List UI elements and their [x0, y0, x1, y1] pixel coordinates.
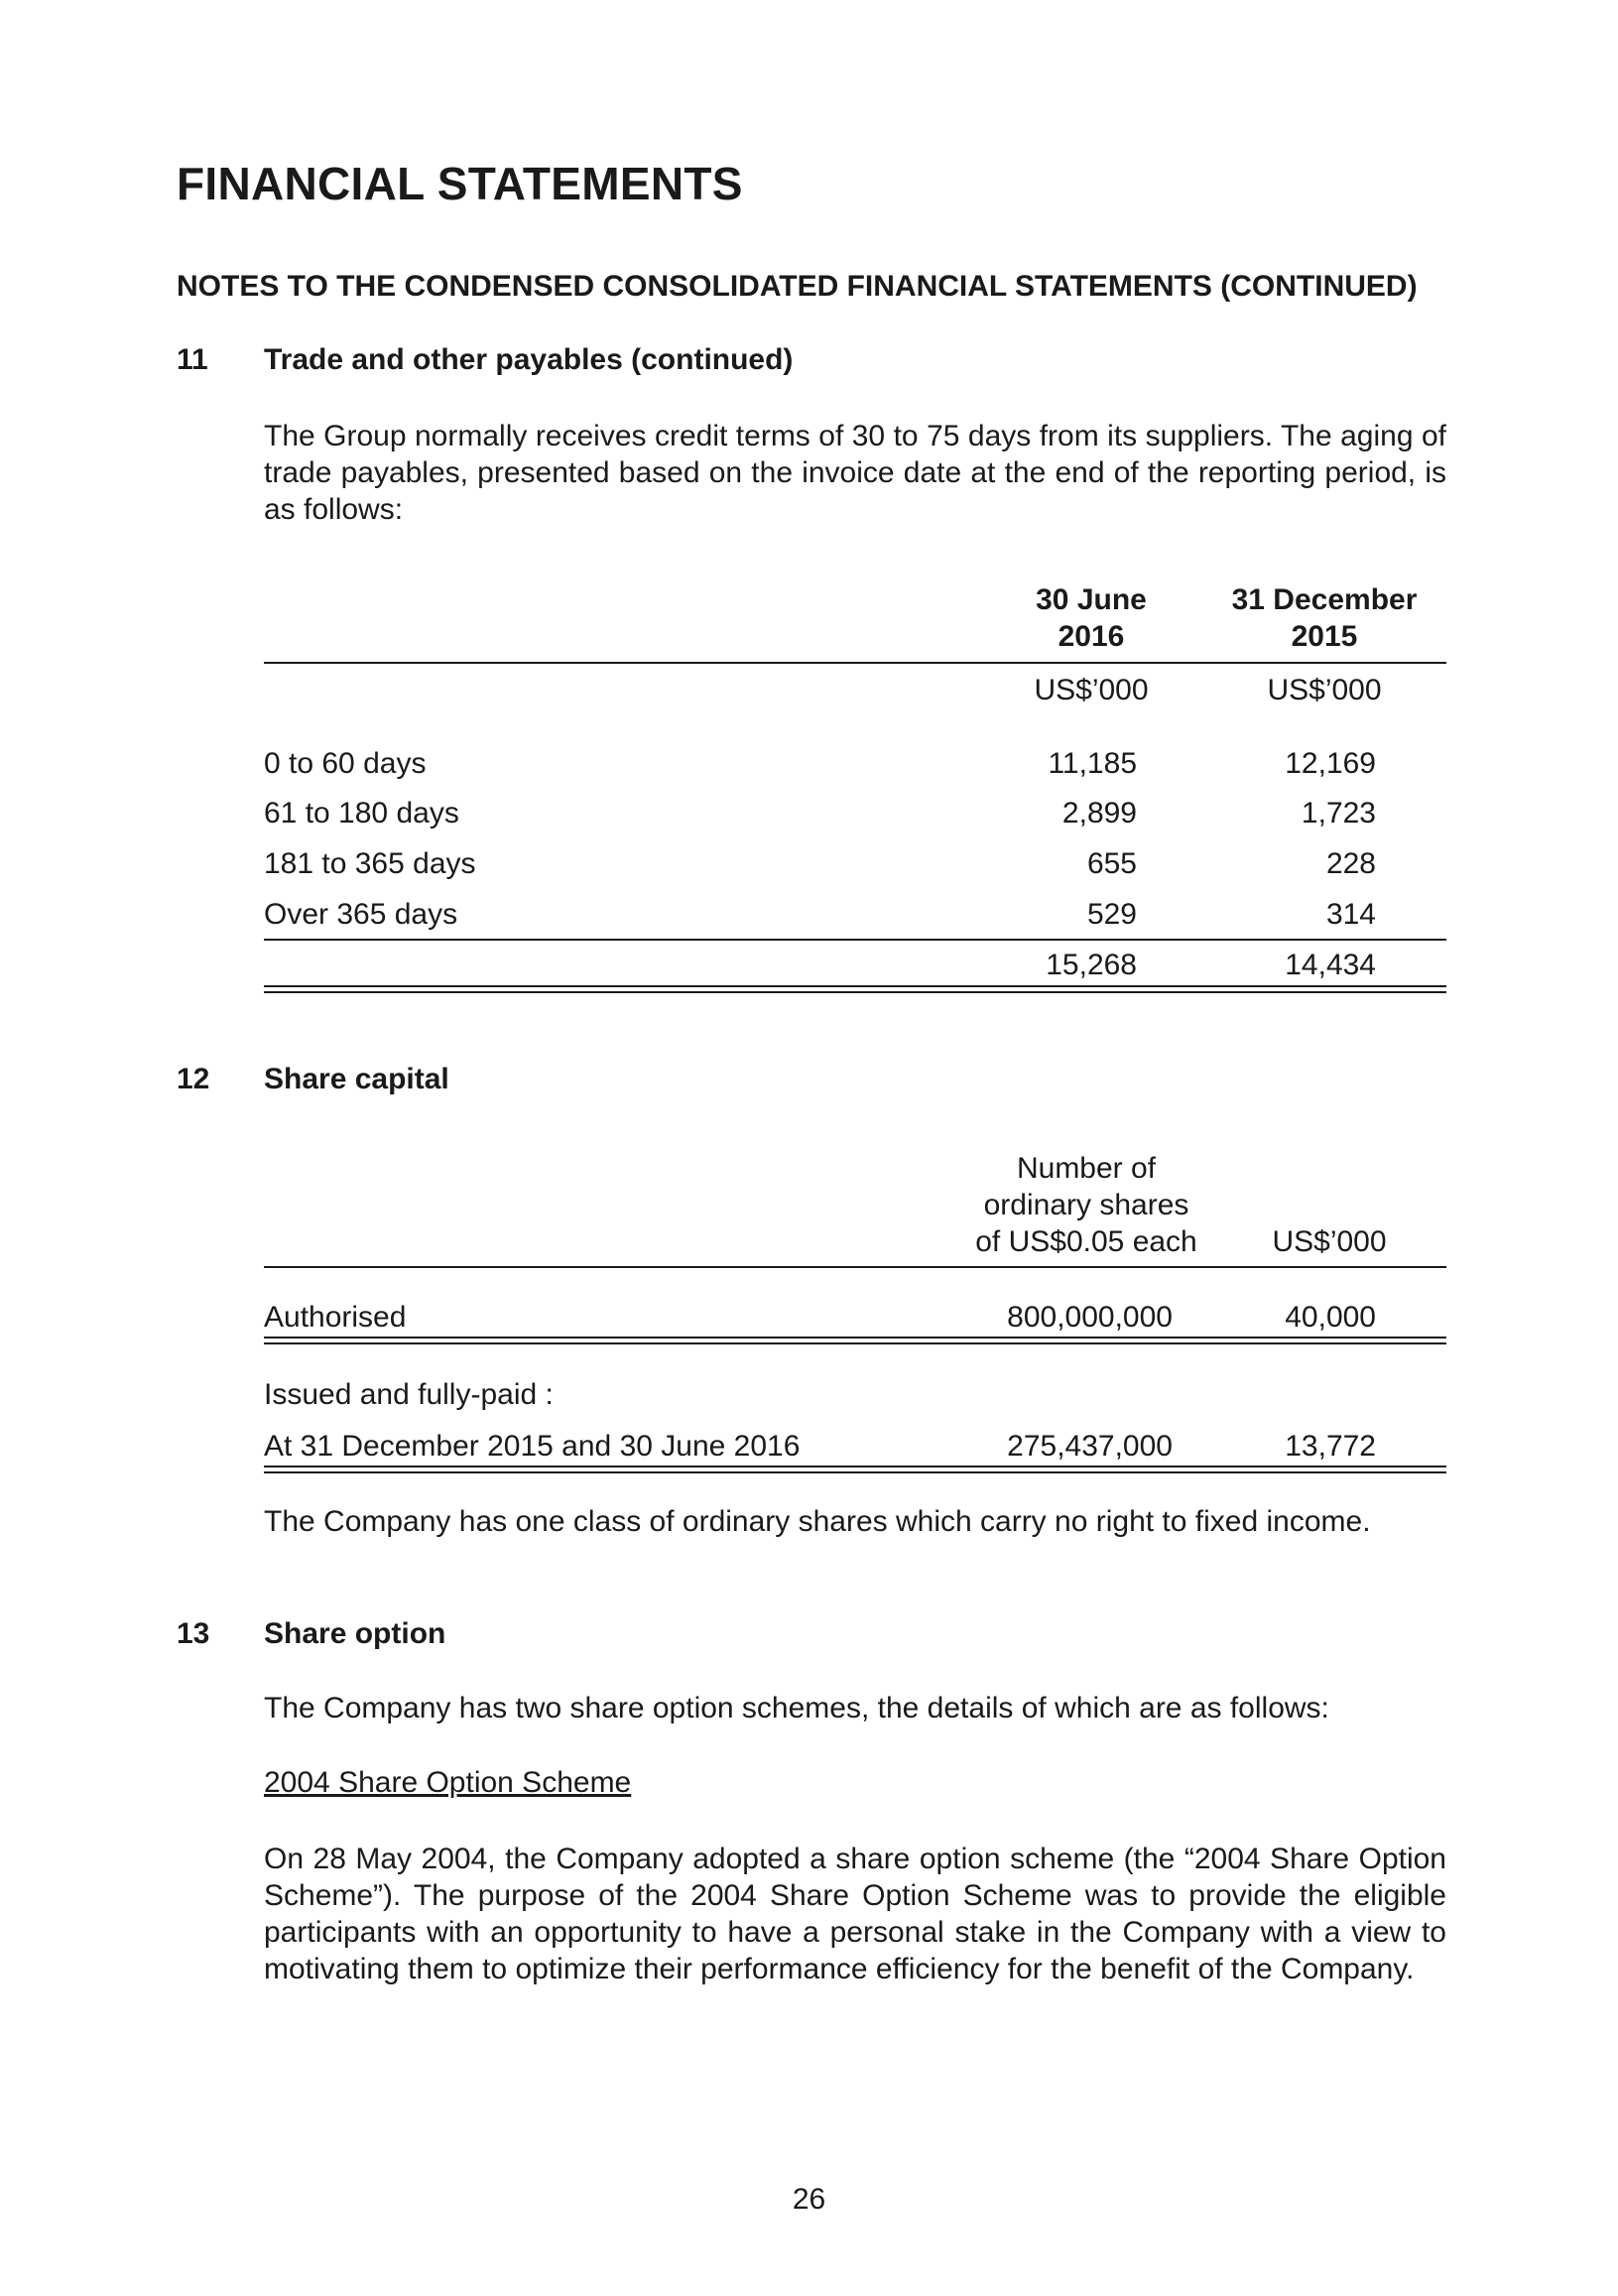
subtotal-rule [264, 939, 1446, 941]
section-13-number: 13 [177, 1617, 210, 1650]
section-11-title: Trade and other payables (continued) [264, 343, 794, 376]
amount-header: US$’000 [1272, 1225, 1387, 1258]
row-value-2015: 314 [1325, 898, 1376, 931]
col-2016-unit: US$’000 [1034, 674, 1149, 706]
total-double-rule [264, 985, 1446, 993]
row-value-2015: 12,169 [1285, 747, 1376, 780]
row-value-2016: 11,185 [1048, 747, 1137, 780]
section-12-title: Share capital [264, 1063, 449, 1095]
issued-row-label: At 31 December 2015 and 30 June 2016 [264, 1430, 801, 1463]
issued-amount: 13,772 [1285, 1430, 1376, 1463]
section-11-paragraph: The Group normally receives credit terms of 30 to 75 days from its suppliers. The aging of trade payables, presented based on the invoice date at the end of the reporting period, is as follows: [264, 420, 1446, 526]
authorised-label: Authorised [264, 1301, 407, 1334]
page-title: FINANCIAL STATEMENTS [177, 158, 743, 209]
row-value-2015: 228 [1325, 847, 1376, 880]
issued-label: Issued and fully-paid : [264, 1378, 554, 1411]
row-label: Over 365 days [264, 898, 458, 931]
table-header-rule [264, 662, 1446, 664]
issued-double-rule [264, 1466, 1446, 1473]
shares-header-line3: of US$0.05 each [975, 1225, 1197, 1258]
col-2015-unit: US$’000 [1267, 674, 1382, 706]
col-2015-header-line2: 2015 [1291, 620, 1358, 653]
page-number: 26 [792, 2183, 826, 2216]
row-label: 61 to 180 days [264, 797, 459, 829]
scheme-subheading: 2004 Share Option Scheme [264, 1766, 632, 1799]
section-11-number: 11 [177, 343, 208, 376]
col-2015-header-line1: 31 December [1231, 583, 1418, 616]
table-header-rule [264, 1266, 1446, 1268]
authorised-double-rule [264, 1337, 1446, 1344]
row-label: 181 to 365 days [264, 847, 476, 880]
section-13-intro: The Company has two share option schemes, the details of which are as follows: [264, 1692, 1329, 1724]
authorised-shares: 800,000,000 [1007, 1301, 1173, 1334]
shares-header-line1: Number of [1016, 1152, 1157, 1185]
row-label: 0 to 60 days [264, 747, 427, 780]
row-value-2015: 1,723 [1301, 797, 1376, 829]
section-13-paragraph: On 28 May 2004, the Company adopted a share option scheme (the “2004 Share Option Scheme”). The purpose of the 2004 Share Option Scheme was to provide the eligible participants with an opportunity to have a personal stake in the Company with a view to motivating them to optimize their performance efficiency for the benefit of the Company. [264, 1843, 1446, 1985]
col-2016-header-line2: 2016 [1058, 620, 1125, 653]
section-13-title: Share option [264, 1617, 446, 1650]
col-2016-header-line1: 30 June [1036, 583, 1147, 616]
row-value-2016: 655 [1086, 847, 1137, 880]
row-value-2016: 2,899 [1061, 797, 1137, 829]
notes-heading: NOTES TO THE CONDENSED CONSOLIDATED FINANCIAL STATEMENTS (CONTINUED) [177, 270, 1418, 303]
total-2015: 14,434 [1285, 949, 1376, 981]
total-2016: 15,268 [1046, 949, 1137, 981]
issued-shares: 275,437,000 [1007, 1430, 1173, 1463]
shares-header-line2: ordinary shares [983, 1189, 1189, 1221]
section-12-number: 12 [177, 1063, 210, 1095]
row-value-2016: 529 [1086, 898, 1137, 931]
authorised-amount: 40,000 [1285, 1301, 1376, 1334]
share-capital-note: The Company has one class of ordinary shares which carry no right to fixed income. [264, 1505, 1371, 1538]
